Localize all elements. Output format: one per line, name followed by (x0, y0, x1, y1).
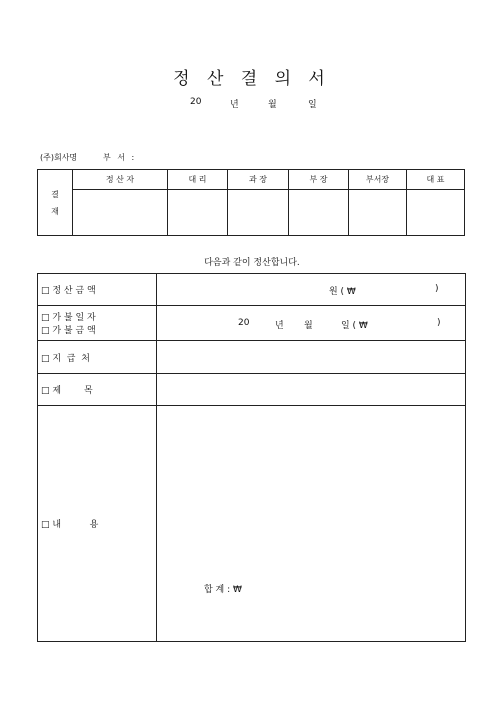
department-label: 부 서 : (103, 153, 137, 162)
signature-cell-settler[interactable] (73, 190, 168, 236)
date-year-prefix: 20 (190, 97, 202, 107)
advance-month: 월 (304, 321, 313, 331)
advance-year: 년 (275, 321, 284, 331)
amount-field[interactable] (157, 274, 466, 306)
payee-label: □ 지 급 처 (38, 341, 157, 374)
approval-col-ceo: 대 표 (407, 170, 465, 190)
date-year: 년 (230, 100, 239, 110)
advance-date-label: □ 가 불 일 자 (41, 313, 96, 323)
approval-col-section-chief: 과 장 (228, 170, 289, 190)
total-label: 합 계 : ₩ (204, 585, 242, 595)
settlement-table (37, 273, 466, 642)
advance-amount-label: □ 가 불 금 액 (41, 326, 96, 336)
approval-col-dept-manager: 부 장 (289, 170, 349, 190)
advance-field[interactable] (157, 306, 466, 341)
subject-field[interactable] (157, 374, 466, 406)
content-field[interactable] (157, 406, 466, 642)
content-label: □ 내 용 (38, 406, 157, 642)
approval-col-dept-head: 부서장 (349, 170, 407, 190)
company-name: (주)회사명 (40, 153, 78, 162)
approval-table (37, 169, 465, 236)
signature-cell-section-chief[interactable] (228, 190, 289, 236)
date-month: 월 (268, 100, 277, 110)
approval-col-settler: 정 산 자 (73, 170, 168, 190)
advance-year-prefix: 20 (238, 318, 250, 328)
signature-cell-dept-manager[interactable] (289, 190, 349, 236)
document-title: 정 산 결 의 서 (173, 69, 331, 89)
approval-col-assistant-manager: 대 리 (168, 170, 228, 190)
intro-text: 다음과 같이 정산합니다. (204, 258, 300, 268)
signature-cell-dept-head[interactable] (349, 190, 407, 236)
advance-label (38, 306, 157, 341)
advance-day: 일 ( ₩ (341, 321, 368, 331)
amount-label: □ 정 산 금 액 (38, 274, 157, 306)
amount-close: ) (435, 284, 439, 294)
date-day: 일 (308, 100, 317, 110)
subject-label: □ 제 목 (38, 374, 157, 406)
advance-close: ) (437, 318, 441, 328)
payee-field[interactable] (157, 341, 466, 374)
approval-side-label: 결 재 (38, 170, 73, 236)
amount-won: 원 ( ₩ (329, 287, 356, 297)
signature-cell-ceo[interactable] (407, 190, 465, 236)
signature-cell-assistant-manager[interactable] (168, 190, 228, 236)
